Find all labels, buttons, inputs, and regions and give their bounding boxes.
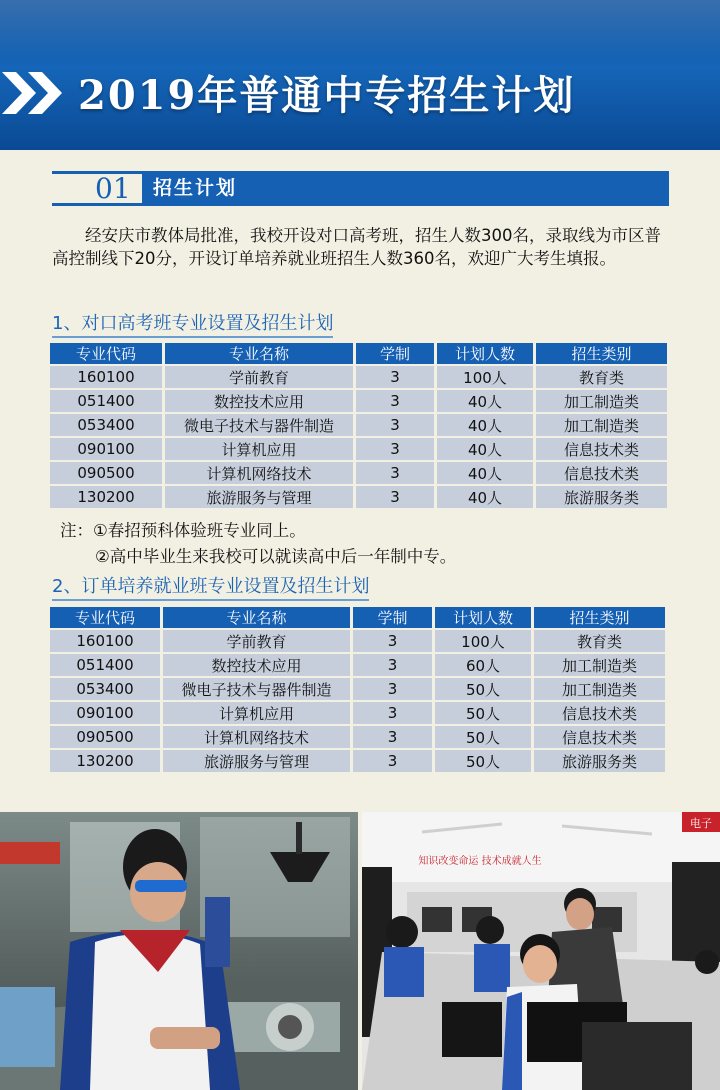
table2 [47,605,668,774]
table-cell: 3 [356,414,434,436]
table-cell: 60人 [435,654,531,676]
table-cell: 信息技术类 [534,702,665,724]
column-header: 专业名称 [163,607,350,628]
section-title: 招生计划 [153,177,238,199]
table-cell: 计算机应用 [165,438,353,460]
table-cell: 053400 [50,414,162,436]
column-header: 学制 [353,607,432,628]
table-cell: 计算机应用 [163,702,350,724]
table-cell: 160100 [50,630,160,652]
column-header: 招生类别 [536,343,667,364]
column-header: 计划人数 [437,343,533,364]
table-cell: 学前教育 [163,630,350,652]
table-cell: 50人 [435,750,531,772]
table1-heading-underline [52,336,333,338]
intro-paragraph: 经安庆市教体局批准，我校开设对口高考班，招生人数300名，录取线为市区普高控制线下20分，开设订单培养就业班招生人数360名，欢迎广大考生填报。 [52,226,661,268]
computer-lab-photo [362,812,720,1090]
table-cell: 3 [356,366,434,388]
section-bar [52,171,669,206]
table-cell: 加工制造类 [534,678,665,700]
table2-heading-text: 2、订单培养就业班专业设置及招生计划 [52,576,370,597]
table-cell: 3 [356,390,434,412]
table-cell: 090500 [50,462,162,484]
table-cell: 教育类 [536,366,667,388]
table-cell: 旅游服务类 [536,486,667,508]
table1-header-row [50,343,667,364]
table-cell: 学前教育 [165,366,353,388]
column-header: 专业名称 [165,343,353,364]
table-cell: 3 [353,630,432,652]
lab-sign-text: 电子 [690,817,712,830]
header-shine [0,0,720,60]
table-cell: 130200 [50,750,160,772]
column-header: 学制 [356,343,434,364]
table-cell: 3 [356,486,434,508]
table-cell: 旅游服务类 [534,750,665,772]
table-cell: 40人 [437,390,533,412]
table-cell: 40人 [437,438,533,460]
note-line-2: ②高中毕业生来我校可以就读高中后一年制中专。 [95,547,457,566]
table-row [50,414,667,436]
table-cell: 051400 [50,390,162,412]
table-cell: 数控技术应用 [165,390,353,412]
table-cell: 160100 [50,366,162,388]
chevron-right-icon [28,72,62,114]
table-row [50,702,665,724]
table-cell: 090500 [50,726,160,748]
table-row [50,390,667,412]
note-line-1: 注：①春招预科体验班专业同上。 [60,521,306,540]
table-row [50,630,665,652]
table-cell: 微电子技术与器件制造 [165,414,353,436]
lab-banner-text: 知识改变命运 技术成就人生 [418,856,542,867]
table-cell: 3 [353,678,432,700]
table-cell: 50人 [435,702,531,724]
table-cell: 50人 [435,678,531,700]
column-header: 专业代码 [50,343,162,364]
table-cell: 090100 [50,438,162,460]
table-cell: 090100 [50,702,160,724]
table-cell: 40人 [437,462,533,484]
column-header: 专业代码 [50,607,160,628]
table-cell: 130200 [50,486,162,508]
table-cell: 40人 [437,414,533,436]
table-cell: 计算机网络技术 [163,726,350,748]
workshop-photo-image [0,812,358,1090]
table1-heading-text: 1、对口高考班专业设置及招生计划 [52,313,334,334]
photo-strip [0,812,720,1090]
table-row [50,654,665,676]
table-cell: 40人 [437,486,533,508]
table-cell: 微电子技术与器件制造 [163,678,350,700]
table-cell: 3 [353,702,432,724]
table-cell: 3 [353,750,432,772]
table-cell: 051400 [50,654,160,676]
table-cell: 50人 [435,726,531,748]
table-cell: 旅游服务与管理 [163,750,350,772]
column-header: 招生类别 [534,607,665,628]
column-header: 计划人数 [435,607,531,628]
table-cell: 信息技术类 [536,438,667,460]
table-row [50,438,667,460]
table-row [50,726,665,748]
table1-heading [52,309,333,335]
table-row [50,462,667,484]
workshop-photo [0,812,358,1090]
page-title: 2019年普通中专招生计划 [78,72,576,119]
table2-heading-underline [52,599,369,601]
table-row [50,366,667,388]
table2-heading [52,572,369,598]
table-cell: 3 [353,726,432,748]
table-row [50,678,665,700]
table-cell: 100人 [437,366,533,388]
table-cell: 加工制造类 [536,390,667,412]
table-cell: 旅游服务与管理 [165,486,353,508]
table-cell: 教育类 [534,630,665,652]
table-cell: 数控技术应用 [163,654,350,676]
table-row [50,486,667,508]
computer-lab-photo-image [362,812,720,1090]
table-cell: 加工制造类 [536,414,667,436]
table-cell: 100人 [435,630,531,652]
table-row [50,750,665,772]
table-cell: 信息技术类 [536,462,667,484]
page-header [0,0,720,150]
table-cell: 053400 [50,678,160,700]
section-number: 01 [95,172,131,205]
table-cell: 3 [356,438,434,460]
table-cell: 3 [356,462,434,484]
table-cell: 计算机网络技术 [165,462,353,484]
table1 [47,341,670,510]
table-cell: 加工制造类 [534,654,665,676]
table-cell: 3 [353,654,432,676]
table-cell: 信息技术类 [534,726,665,748]
table2-header-row [50,607,665,628]
